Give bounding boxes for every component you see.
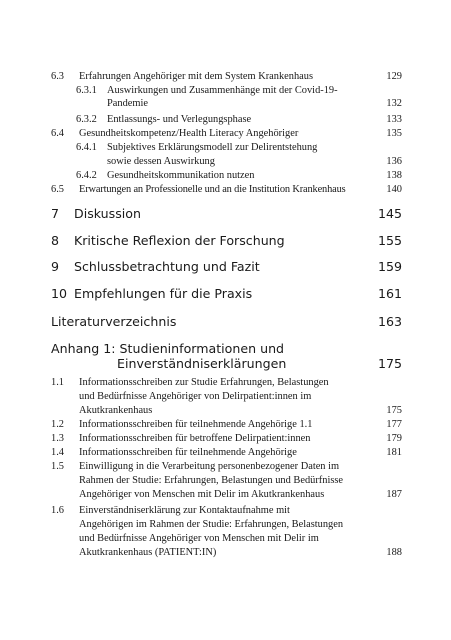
entry-number: 6.4.2 [76, 170, 97, 181]
entry-number: 1.1 [51, 377, 64, 388]
entry-title: Akutkrankenhaus [79, 405, 153, 416]
entry-page: 140 [386, 184, 402, 195]
entry-title: Entlassungs- und Verlegungsphase [107, 114, 252, 125]
chapter-number: 9 [51, 259, 60, 274]
chapter-page: 159 [377, 259, 402, 274]
chapter-number: 8 [51, 233, 60, 248]
entry-number: 1.5 [51, 461, 64, 472]
chapter-title: Schlussbetrachtung und Fazit [74, 259, 260, 274]
entry-title: Einverständniserklärung zur Kontaktaufnahme mit [79, 505, 290, 516]
chapter-page: 161 [377, 286, 402, 301]
entry-page: 175 [386, 405, 402, 416]
entry-page: 132 [386, 98, 402, 109]
chapter-page: 145 [377, 206, 402, 221]
entry-title: Akutkrankenhaus (PATIENT:IN) [79, 547, 217, 558]
entry-page: 188 [386, 547, 402, 558]
entry-title: Informationsschreiben für teilnehmende Angehörige 1.1 [79, 419, 313, 430]
entry-number: 6.4 [51, 128, 64, 139]
entry-title: Informationsschreiben für teilnehmende Angehörige [79, 447, 297, 458]
entry-page: 177 [386, 419, 402, 430]
chapter-page: 155 [377, 233, 402, 248]
chapter-number: 7 [51, 206, 60, 221]
entry-page: 136 [386, 156, 402, 167]
entry-number: 1.3 [51, 433, 64, 444]
entry-title: und Bedürfnisse Angehöriger von Menschen mit Delir im [79, 533, 319, 544]
appendix-page: 175 [377, 356, 402, 371]
entry-title: Pandemie [107, 98, 148, 109]
entry-number: 6.5 [51, 184, 64, 195]
entry-title: Rahmen der Studie: Erfahrungen, Belastungen und Bedürfnisse [79, 475, 344, 486]
entry-number: 6.3.2 [76, 114, 97, 125]
entry-number: 1.4 [51, 447, 64, 458]
entry-title: Auswirkungen und Zusammenhänge mit der Covid-19- [107, 85, 338, 96]
entry-title: Informationsschreiben zur Studie Erfahrungen, Belastungen [79, 377, 329, 388]
entry-title: Erfahrungen Angehöriger mit dem System Krankenhaus [79, 71, 314, 82]
entry-title: Angehörigen im Rahmen der Studie: Erfahrungen, Belastungen [79, 519, 344, 530]
entry-title: Gesundheitskommunikation nutzen [107, 170, 255, 181]
entry-title: Informationsschreiben für betroffene Delirpatient:innen [79, 433, 311, 444]
appendix-title: Anhang 1: Studieninformationen und [51, 341, 285, 356]
entry-page: 133 [386, 114, 402, 125]
entry-title: und Bedürfnisse Angehöriger von Delirpatient:innen im [79, 391, 312, 402]
entry-page: 179 [386, 433, 402, 444]
entry-number: 6.3 [51, 71, 64, 82]
entry-page: 181 [386, 447, 402, 458]
entry-page: 138 [386, 170, 402, 181]
entry-number: 6.3.1 [76, 85, 97, 96]
entry-page: 129 [386, 71, 402, 82]
chapter-title: Diskussion [74, 206, 141, 221]
chapter-title: Literaturverzeichnis [51, 314, 177, 329]
entry-number: 6.4.1 [76, 142, 97, 153]
chapter-title: Kritische Reflexion der Forschung [74, 233, 285, 248]
entry-title: Angehöriger von Menschen mit Delir im Akutkrankenhaus [79, 489, 325, 500]
entry-title: Einwilligung in die Verarbeitung personenbezogener Daten im [79, 461, 340, 472]
entry-title: sowie dessen Auswirkung [107, 156, 215, 167]
chapter-title: Empfehlungen für die Praxis [74, 286, 253, 301]
chapter-number: 10 [51, 286, 68, 301]
entry-number: 1.2 [51, 419, 64, 430]
chapter-page: 163 [377, 314, 402, 329]
entry-title: Subjektives Erklärungsmodell zur Delirentstehung [107, 142, 318, 153]
entry-page: 135 [386, 128, 402, 139]
entry-title: Erwartungen an Professionelle und an die Institution Krankenhaus [79, 184, 346, 195]
appendix-title: Einverständniserklärungen [117, 356, 287, 371]
entry-title: Gesundheitskompetenz/Health Literacy Angehöriger [79, 128, 299, 139]
entry-number: 1.6 [51, 505, 64, 516]
entry-page: 187 [386, 489, 402, 500]
